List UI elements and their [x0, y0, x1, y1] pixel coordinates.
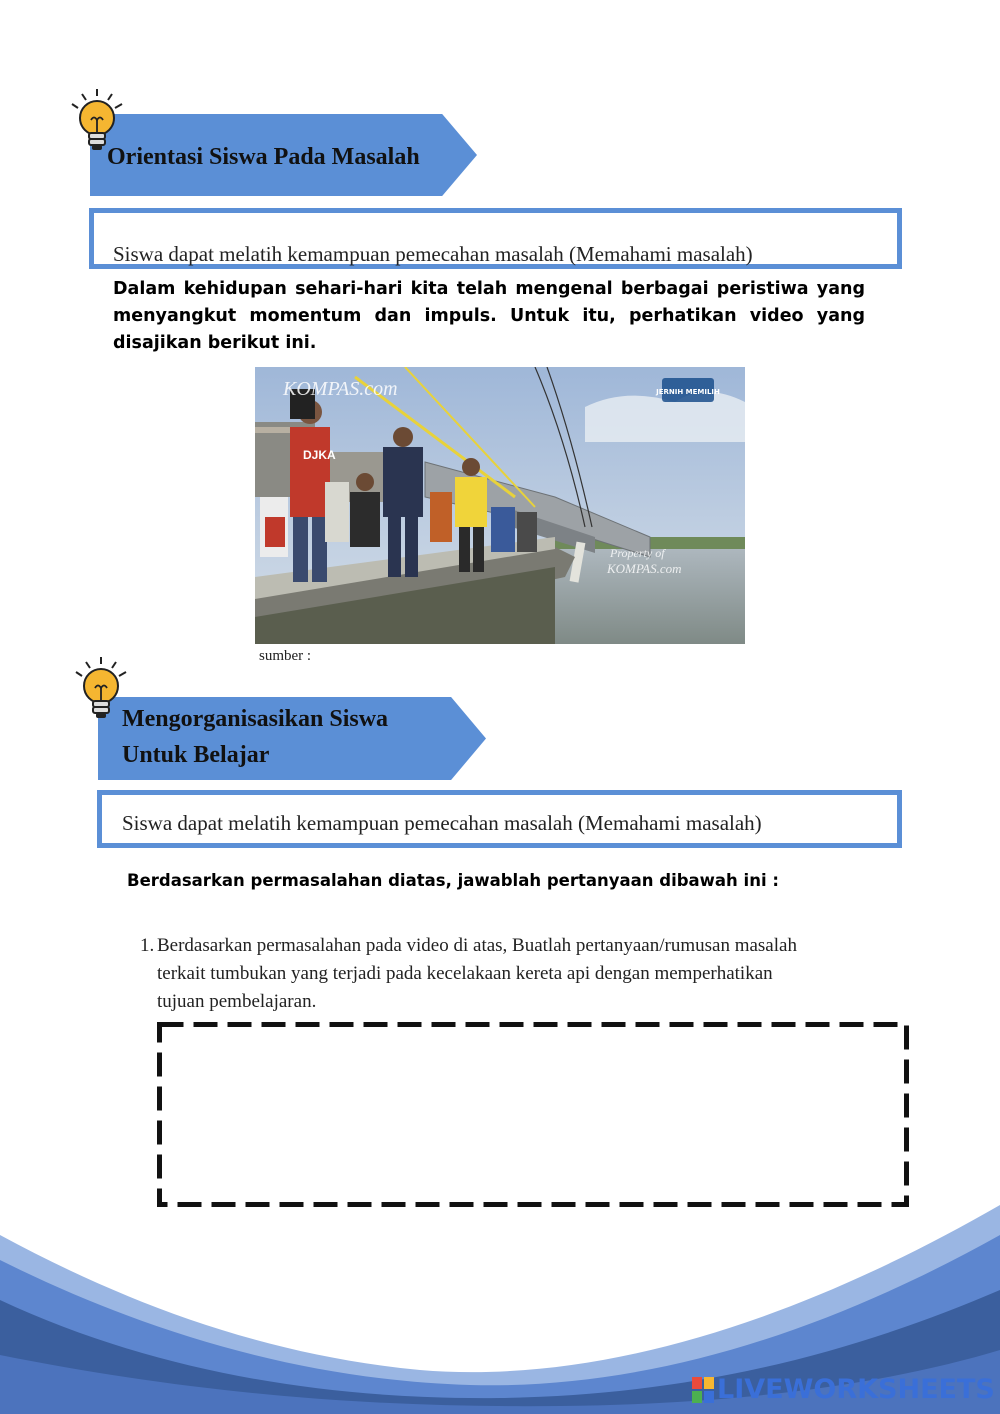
jernih-memilih-badge [655, 378, 720, 402]
section2-title-line2: Untuk Belajar [122, 742, 270, 768]
question-1 [140, 932, 900, 1016]
photo-caption: sumber : [259, 648, 312, 664]
watermark-bottom-2: KOMPAS.com [607, 561, 682, 576]
section1-title: Orientasi Siswa Pada Masalah [107, 144, 420, 170]
vest-text: DJKA [303, 448, 336, 462]
liveworksheets-brand[interactable] [692, 1374, 995, 1406]
question-line-2: terkait tumbukan yang terjadi pada kecelakaan kereta api dengan memperhatikan [157, 963, 773, 984]
question-line-3: tujuan pembelajaran. [157, 991, 317, 1012]
intro-line-2: menyangkut momentum dan impuls. Untuk itu, perhatikan video yang [113, 306, 865, 326]
badge-text: JERNIH MEMILIH [656, 388, 720, 396]
question-number: 1. [140, 935, 155, 956]
watermark-bottom-1: Property of [610, 546, 665, 560]
watermark-top: KOMPAS.com [283, 378, 398, 400]
question-line-1: Berdasarkan permasalahan pada video di atas, Buatlah pertanyaan/rumusan masalah [157, 935, 797, 956]
accident-video-thumbnail[interactable] [255, 367, 745, 644]
section1-objective-text: Siswa dapat melatih kemampuan pemecahan masalah (Memahami masalah) [113, 242, 753, 266]
section2-objective-text: Siswa dapat melatih kemampuan pemecahan masalah (Memahami masalah) [122, 811, 762, 835]
liveworksheets-logo-icon [692, 1377, 714, 1403]
instruction-text: Berdasarkan permasalahan diatas, jawablah pertanyaan dibawah ini : [127, 871, 779, 890]
brand-text: LIVEWORKSHEETS [717, 1374, 995, 1405]
intro-paragraph [113, 276, 865, 357]
section2-title-line1: Mengorganisasikan Siswa [122, 706, 389, 732]
intro-line-1: Dalam kehidupan sehari-hari kita telah mengenal berbagai peristiwa yang [113, 279, 865, 299]
intro-line-3: disajikan berikut ini. [113, 333, 317, 353]
